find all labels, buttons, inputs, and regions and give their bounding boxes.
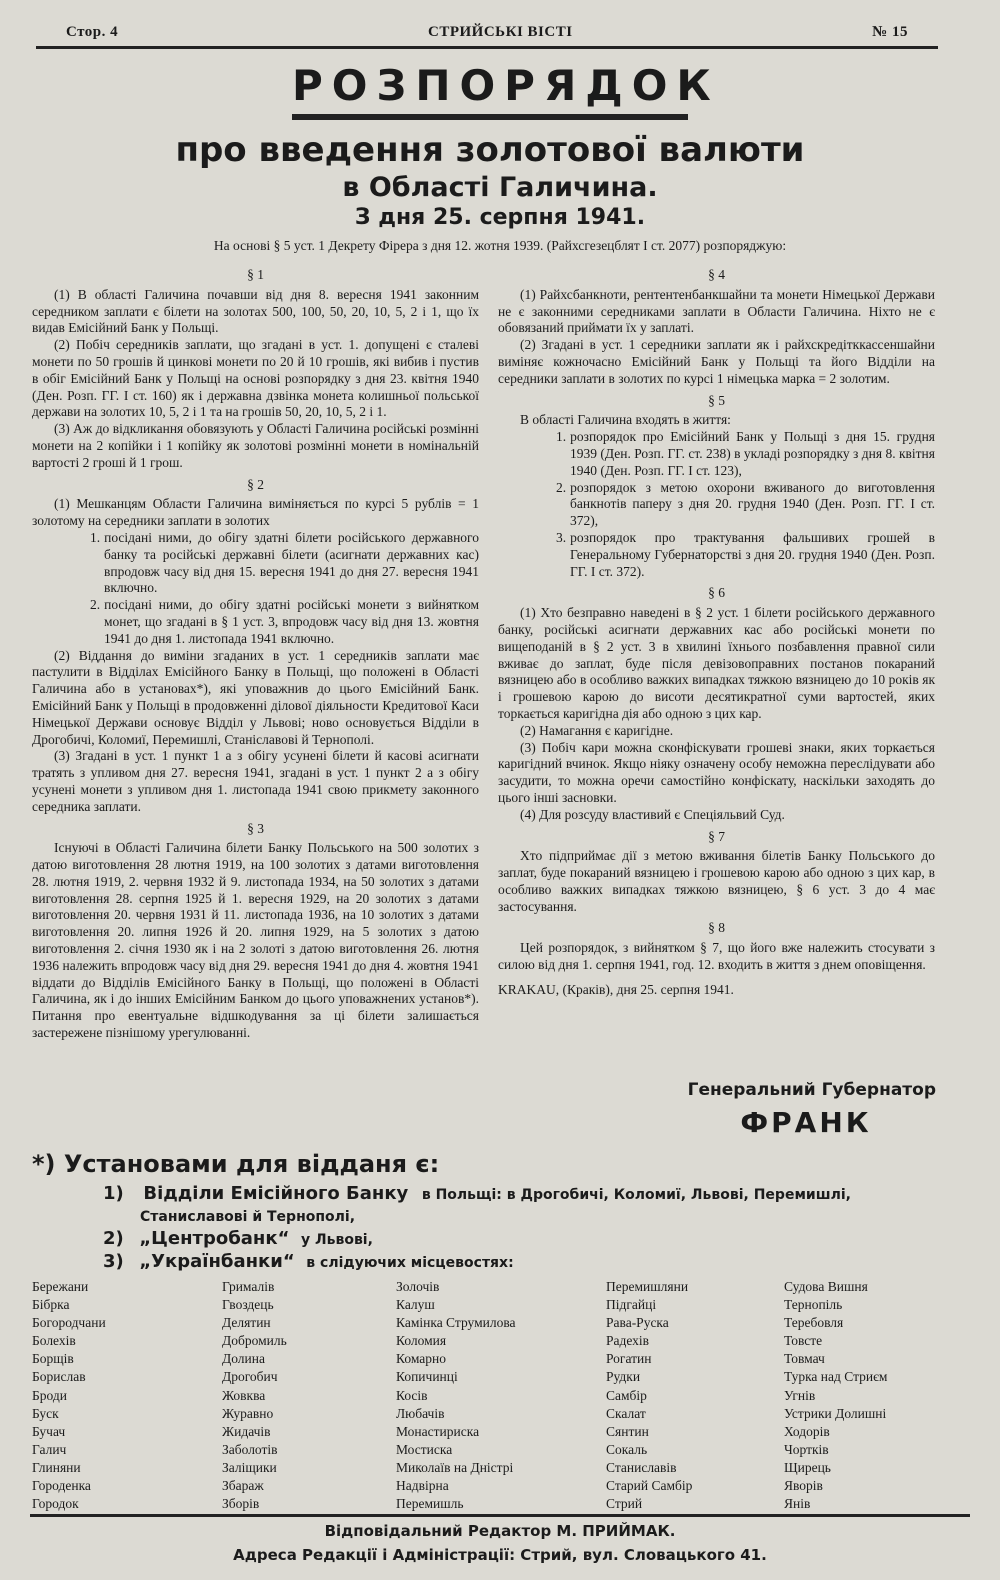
paragraph: (3) Згадані в уст. 1 пункт 1 а з обігу усунені білети й касові асигнати тратять з упливом дня 27. вересня 1941, згадані в уст. 1 пункт 2 а з обігу усунені монети з упливом дня 1. листопада 1941 свою прикмету законного середника заплати.	[32, 748, 479, 814]
town-name: Бучач	[32, 1423, 66, 1439]
page-number: Стор. 4	[66, 24, 119, 40]
subtitle-date: З дня 25. серпня 1941.	[354, 205, 646, 230]
town-name: Гвоздець	[222, 1297, 274, 1313]
town-name: Добромиль	[222, 1333, 287, 1349]
legal-basis: На основі § 5 уст. 1 Декрету Фірера з дня 12. жотня 1939. (Райхсгезецблят I ст. 2077) розпоряджую:	[213, 238, 787, 253]
section-heading: § 3	[247, 820, 264, 836]
town-name: Борислав	[32, 1369, 86, 1385]
town-name: Устрики Долишні	[784, 1405, 887, 1421]
town-name: Самбір	[606, 1387, 647, 1403]
town-name: Товсте	[784, 1333, 823, 1349]
town-name: Дрогобич	[222, 1369, 278, 1385]
town-name: Рогатин	[606, 1351, 652, 1367]
town-name: Жидачів	[222, 1423, 271, 1439]
section-heading: § 6	[708, 585, 725, 601]
town-name: Монастириска	[396, 1423, 480, 1439]
town-name: Долина	[222, 1351, 265, 1367]
towns-column	[784, 1278, 887, 1513]
town-name: Городенка	[32, 1478, 91, 1494]
paragraph: (1) Райхсбанкноти, рентентенбанкшайни та монети Німецької Держави не є законними середниками заплати в Области Галичина. Ніхто не є обовязаний приймати їх у заплаті.	[498, 286, 935, 336]
town-name: Золочів	[396, 1279, 440, 1294]
town-name: Збараж	[222, 1478, 264, 1494]
town-name: Борщів	[32, 1351, 74, 1367]
town-name: Перемишляни	[606, 1279, 689, 1294]
town-name: Стрий	[606, 1496, 643, 1512]
town-name: Галич	[32, 1441, 67, 1457]
town-name: Скалат	[606, 1405, 646, 1421]
town-name: Судова Вишня	[784, 1279, 868, 1294]
town-name: Коломия	[396, 1333, 447, 1349]
town-name: Турка над Стриєм	[784, 1369, 888, 1385]
town-name: Жовква	[222, 1387, 266, 1403]
town-name: Делятин	[222, 1315, 271, 1331]
town-name: Сянтин	[606, 1423, 649, 1439]
town-name: Богородчани	[32, 1315, 106, 1331]
town-name: Броди	[32, 1387, 67, 1403]
section-heading: § 1	[247, 267, 264, 282]
subtitle-region: в Області Галичина.	[342, 172, 658, 203]
signatory-title: Генеральний Губернатор	[687, 1080, 936, 1100]
paragraph: В області Галичина входять в життя:	[520, 412, 731, 428]
towns-column	[32, 1278, 106, 1513]
town-name: Глиняни	[32, 1459, 81, 1475]
town-name: Заболотів	[222, 1441, 278, 1457]
section-heading: § 7	[708, 828, 725, 844]
signature-block	[676, 1080, 936, 1139]
town-name: Надвірна	[396, 1478, 449, 1494]
paragraph: Існуючі в Області Галичина білети Банку Польського на 500 золотих з датою виготовлення 28 лютня 1919, на 100 золотих з датами виготовлення 28. лютня 1919, 2. червня 1932 й 9. листопада 1934, на 50 золотих з датами виготовлення 28. серпня 1925 й 1. вересня 1929, на 20 золотих з датами виготовлення 20. червня 1931 й 11. листопада 1936, на 10 золотих з датами виготовлення 20. липня 1926 й 20. липня 1929, на 5 золотих з датою виготовлення 2. січня 1930 як і на 2 золоті з датою виготовлення 26. лютня 1936 належить впродовж часу від дня 29. вересня 1941 до дня 4. жовтня 1941 віддати до Відділів Емісійного Банку в Польщі, що положені в Області Галичина, як і до інших Емісійним Банком до цього уповажнених установ*). Питання про евентуальне відшкодування за ці білети залишається застережене пізнішому урегулюванні.	[32, 840, 479, 1041]
page-header	[36, 24, 938, 49]
town-name: Болехів	[32, 1333, 76, 1349]
paragraph: Цей розпорядок, з вийнятком § 7, що його вже належить стосувати з силою від дня 1. серпня 1941, год. 12. входить в життя з днем оповіщення.	[498, 940, 935, 973]
town-name: Камінка Струмилова	[396, 1315, 516, 1331]
editor-line: Відповідальний Редактор М. ПРИЙМАК.	[324, 1522, 676, 1540]
town-name: Яворів	[784, 1478, 823, 1494]
town-name: Ходорів	[784, 1423, 830, 1439]
town-name: Янів	[784, 1496, 811, 1512]
paragraph: (4) Для розсуду властивий є Спеціяльвий Суд.	[520, 806, 785, 822]
town-name: Копичинці	[396, 1369, 458, 1385]
town-name: Рудки	[606, 1369, 641, 1385]
town-name: Радехів	[606, 1333, 650, 1349]
paragraph: (1) Мешканцям Области Галичина виміняється по курсі 5 рублів = 1 золотому на середники заплати в золотих	[32, 496, 479, 529]
subtitle-main: про введення золотової валюти	[175, 130, 805, 170]
section-heading: § 2	[247, 476, 264, 492]
right-column	[498, 262, 935, 999]
institution-item: 3) „Українбанки“ в слідуючих місцевостях:	[103, 1251, 514, 1272]
town-name: Станиславів	[606, 1459, 677, 1475]
list-item: 2. розпорядок з метою охорони вживаного до виготовлення банкнотів паперу з дня 20. грудня 1940 (Ден. Розп. ГГ. I ст. 372),	[556, 479, 935, 529]
institutions-list	[103, 1183, 943, 1274]
newspaper-name: СТРИЙСЬКІ ВІСТІ	[428, 24, 573, 40]
town-name: Заліщики	[222, 1459, 277, 1475]
towns-column	[396, 1278, 516, 1513]
paragraph: (3) Аж до відкликання обовязують у Області Галичина російські розмінні монети на 2 копійки і 1 копійку як золотові розмінні монети в номінальній вартості 2 гроші й 1 грош.	[32, 421, 479, 470]
signatory-name: ФРАНК	[740, 1106, 872, 1139]
institution-item: 2) „Центробанк“ у Львові,	[103, 1228, 373, 1249]
paragraph: (1) В області Галичина почавши від дня 8. вересня 1941 законним середником заплати є білети на золотах 500, 100, 50, 20, 10, 5, 2 і 1, що їх видав Емісійний Банк у Польщі.	[32, 286, 479, 336]
town-name: Бережани	[32, 1279, 89, 1294]
paragraph: (2) Побіч середників заплати, що згадані в уст. 1. допущені є сталеві монети по 50 грошів й цинкові монети по 20 й 10 грошів, які вибив і пустив в обіг Емісійний Банк у Польщі на основі розпорядку з дня 23. квітня 1940 (Ден. Розп. ГГ. I ст. 160) як і державна дзвінка монета колишньої польської держави на золотих 10, 5, 2 і 1 та на грошів 50, 20, 10, 5, 2 і 1.	[32, 337, 479, 420]
towns-column	[222, 1278, 287, 1513]
section-heading: § 4	[708, 267, 725, 282]
paragraph: (1) Хто безправно наведені в § 2 уст. 1 білети російського державного банку, російські асигнати державних кас або російські монети по вищеподаній в § 2 уст. 3 в хвилині їхнього позбавлення правної сили вживає до заплат, буде після девізовоправних постанов покараний вязницею або в особливо важких випадках тяжкою вязницею до 10 років як і грошевою карою до висоти десятикратної суми вартостей, яких торкається каригідна дія або одною з цих кар.	[498, 605, 935, 721]
section-heading: § 5	[708, 392, 725, 408]
town-name: Угнів	[784, 1387, 816, 1403]
town-name: Журавно	[222, 1405, 274, 1421]
page-title: РОЗПОРЯДОК	[292, 58, 688, 120]
town-name: Городок	[32, 1496, 79, 1512]
paragraph: (3) Побіч кари можна сконфіскувати грошеві знаки, яких торкається каригідний вчинок. Якщо ніяку означену особу неможна переслідувати або засудити, то можна оречи самостійно конфіскату, наскільки заходять до цього інші засновки.	[498, 739, 935, 805]
issue-number: № 15	[872, 24, 908, 40]
town-name: Буск	[32, 1405, 59, 1421]
place-date: KRAKAU, (Краків), дня 25. серпня 1941.	[498, 981, 734, 997]
town-name: Мостиска	[396, 1441, 453, 1457]
town-name: Перемишль	[396, 1496, 464, 1512]
town-name: Бібрка	[32, 1297, 70, 1313]
page-footer	[30, 1514, 970, 1567]
town-name: Калуш	[396, 1297, 435, 1313]
town-name: Любачів	[396, 1405, 445, 1421]
town-name: Миколаїв на Дністрі	[396, 1459, 514, 1475]
towns-column	[606, 1278, 692, 1513]
institution-item: 1) Відділи Емісійного Банку в Польщі: в Дрогобичі, Коломиї, Львові, Перемишлі,	[103, 1183, 851, 1204]
institution-item-cont: Станиславові й Тернополі,	[140, 1209, 356, 1225]
town-name: Грималів	[222, 1279, 275, 1294]
institutions-heading: *) Установами для відданя є:	[32, 1150, 440, 1178]
town-name: Теребовля	[784, 1315, 844, 1331]
town-name: Підгайці	[606, 1297, 657, 1313]
paragraph: (2) Згадані в уст. 1 середники заплати як і райхскредітккассеншайни виміняє кожночасно Емісійний Банк у Польщі та його Відділи на середники заплати в золотих по курсі 1 німецька марка = 2 золотим.	[498, 337, 935, 386]
numbered-list	[498, 429, 935, 580]
town-name: Тернопіль	[784, 1297, 843, 1313]
town-name: Старий Самбір	[606, 1478, 693, 1494]
town-name: Рава-Руска	[606, 1315, 669, 1331]
town-name: Косів	[396, 1387, 428, 1403]
town-name: Сокаль	[606, 1441, 648, 1457]
town-name: Товмач	[784, 1351, 825, 1367]
list-item: 1. посідані ними, до обігу здатні білети російського державного банку та російські державні білети (асигнати державних кас) впродовж часу від дня 15. вересня 1941 до дня 27. вересня 1941 включно.	[90, 529, 479, 596]
town-name: Щирець	[784, 1459, 831, 1475]
town-name: Чортків	[784, 1441, 829, 1457]
list-item: 2. посідані ними, до обігу здатні російські монети з вийнятком монет, що згадані в § 1 уст. 3, впродовж часу від дня 13. жовтня 1941 до дня 1. листопада 1941 включно.	[90, 597, 479, 646]
address-line: Адреса Редакції і Адміністрації: Стрий, вул. Словацького 41.	[233, 1546, 767, 1564]
paragraph: Хто підприймає дії з метою вживання білетів Банку Польського до заплат, буде покараний вязницею і грошевою карою або одною з цих кар, в особливо важких випадках тяжкою вязницею, § 6 уст. 3 до 4 має застосування.	[498, 848, 935, 914]
section-heading: § 8	[708, 920, 725, 936]
list-item: 1. розпорядок про Емісійний Банк у Польщі з дня 15. грудня 1939 (Ден. Розп. ГГ. ст. 238) в укладі розпорядку з дня 8. квітня 1940 (Ден. Розп. ГГ. I ст. 123),	[556, 429, 935, 478]
town-name: Комарно	[396, 1351, 446, 1367]
paragraph: (2) Віддання до виміни згаданих в уст. 1 середників заплати має пастулити в Відділах Емісійного Банку в Польщі, що положені в Області Галичина або в установах*), які уповажнив до цього Емісійний Банк. Емісійний Банк у Польщі в продовженні ділової діяльности Кредитової Каси Німецької Держави основує Відділ у Львові; ново основується Відділи в Дрогобичі, Коломиї, Перемишлі, Станіславові й Тернополі.	[32, 647, 479, 747]
list-item: 3. розпорядок про трактування фальшивих грошей в Генеральному Губернаторстві з дня 20. грудня 1940 (Ден. Розп. ГГ. I ст. 372).	[556, 529, 935, 579]
paragraph: (2) Намагання є каригідне.	[520, 722, 674, 738]
town-name: Зборів	[222, 1496, 260, 1512]
numbered-list	[32, 530, 479, 648]
left-column	[32, 262, 479, 1042]
